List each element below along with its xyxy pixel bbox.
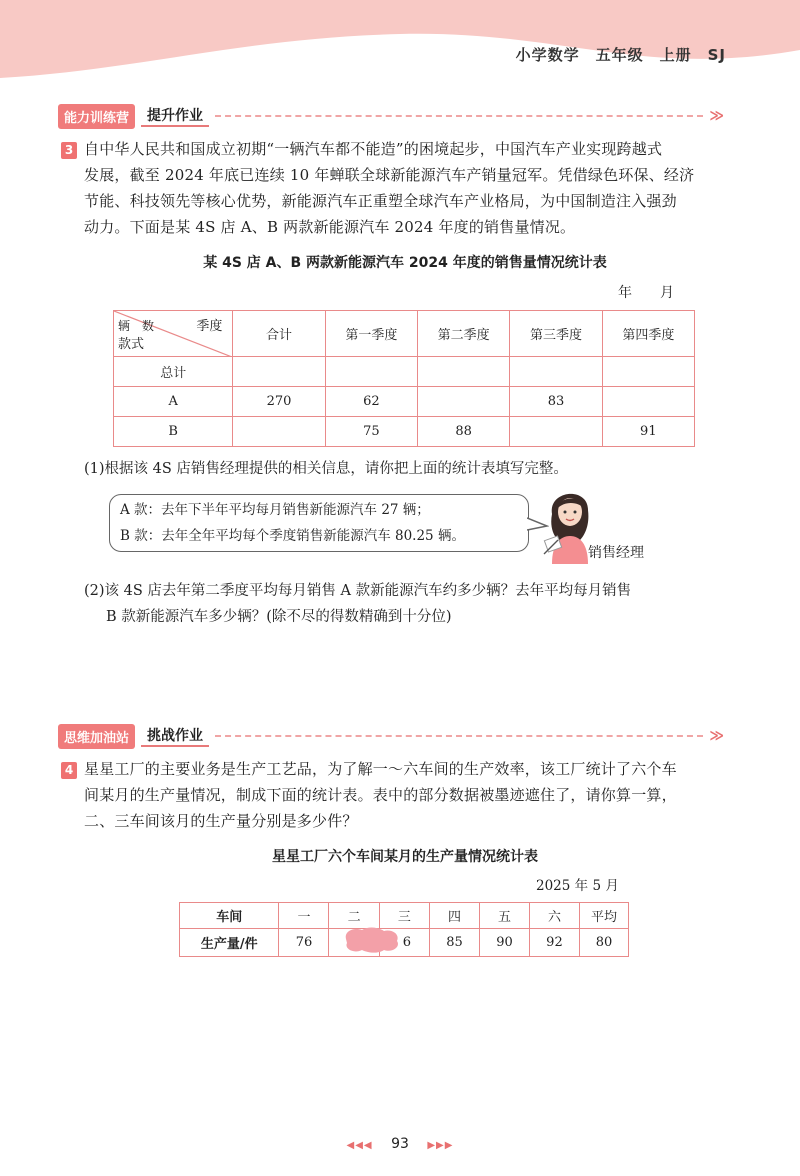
header-band [0, 0, 800, 80]
table-cell[interactable]: 270 [233, 387, 325, 417]
text-line: 间某月的生产量情况，制成下面的统计表。表中的部分数据被墨迹遮住了，请你算一算， [84, 786, 677, 804]
sub-question-2 [84, 578, 734, 630]
table-cell: 76 [279, 929, 329, 957]
double-chevron-icon: ≫ [709, 728, 724, 744]
corner-cell [114, 311, 233, 357]
table-cell[interactable] [418, 357, 510, 387]
row-label: A [114, 387, 233, 417]
text-line: 二、三车间该月的生产量分别是多少件？ [84, 812, 358, 830]
page-footer [0, 1136, 800, 1152]
corner-top-label: 季度 [196, 319, 223, 334]
sub-question-1: (1)根据该 4S 店销售经理提供的相关信息，请你把上面的统计表填写完整。 [84, 461, 568, 477]
table-cell[interactable] [602, 387, 694, 417]
table-cell[interactable]: 83 [510, 387, 602, 417]
text-line: 星星工厂的主要业务是生产工艺品，为了解一～六车间的生产效率，该工厂统计了六个车 [84, 760, 677, 778]
text-line: (2)该 4S 店去年第二季度平均每月销售 A 款新能源汽车约多少辆？去年平均每月销售 [84, 583, 632, 599]
table-title: 某 4S 店 A、B 两款新能源汽车 2024 年度的销售量情况统计表 [203, 255, 607, 271]
header-breadcrumb: 小学数学 五年级 上册 SJ [515, 46, 726, 64]
row-label: B [114, 417, 233, 447]
question-4-text [84, 756, 734, 834]
column-header: 四 [429, 903, 479, 929]
corner-bottom-label: 款式 [118, 337, 145, 352]
table-cell[interactable]: 75 [325, 417, 417, 447]
section-bar-thinking [58, 724, 724, 748]
table-row [114, 357, 695, 387]
question-number: 3 [61, 142, 77, 159]
table-row [180, 929, 629, 957]
table-cell[interactable]: 62 [325, 387, 417, 417]
column-header: 第二季度 [418, 311, 510, 357]
table-cell: 80 [579, 929, 628, 957]
section-tag: 思维加油站 [58, 724, 135, 749]
manager-label: 销售经理 [588, 545, 644, 561]
speech-bubble [109, 494, 529, 552]
question-3-text [84, 136, 734, 240]
date-label: 年 月 [618, 285, 674, 301]
table-cell: 90 [479, 929, 529, 957]
table-cell: 6 [379, 929, 429, 957]
table-cell[interactable] [233, 357, 325, 387]
date-label: 2025 年 5 月 [536, 878, 619, 894]
row-label: 车间 [180, 903, 279, 929]
column-header: 第一季度 [325, 311, 417, 357]
text-line: B 款新能源汽车多少辆？(除不尽的得数精确到十分位) [106, 609, 452, 625]
column-header: 六 [529, 903, 579, 929]
ink-blot [340, 925, 404, 955]
next-arrows-icon: ▶▶▶ [427, 1140, 454, 1151]
table-cell[interactable] [510, 357, 602, 387]
row-label: 生产量/件 [180, 929, 279, 957]
table-cell[interactable]: 91 [602, 417, 694, 447]
section-bar-ability [58, 104, 724, 128]
table-cell: 85 [429, 929, 479, 957]
text-line: 动力。下面是某 4S 店 A、B 两款新能源汽车 2024 年度的销售量情况。 [84, 218, 576, 236]
section-tag: 能力训练营 [58, 104, 135, 129]
table-cell[interactable] [602, 357, 694, 387]
table-title: 星星工厂六个车间某月的生产量情况统计表 [272, 849, 538, 865]
table-cell[interactable]: 88 [418, 417, 510, 447]
column-header: 平均 [579, 903, 628, 929]
table-row [114, 387, 695, 417]
column-header: 三 [379, 903, 429, 929]
column-header: 第三季度 [510, 311, 602, 357]
table-cell[interactable] [233, 417, 325, 447]
question-number: 4 [61, 762, 77, 779]
section-divider [215, 115, 703, 117]
table-row [114, 417, 695, 447]
text-line: 发展，截至 2024 年底已连续 10 年蝉联全球新能源汽车产销量冠军。凭借绿色环保、经济 [84, 166, 695, 184]
page-number: 93 [391, 1136, 409, 1152]
double-chevron-icon: ≫ [709, 108, 724, 124]
sales-table [113, 310, 695, 447]
column-header: 第四季度 [602, 311, 694, 357]
column-header: 合计 [233, 311, 325, 357]
table-cell: 92 [529, 929, 579, 957]
table-cell[interactable] [418, 387, 510, 417]
row-label: 总计 [114, 357, 233, 387]
prev-arrows-icon: ◀◀◀ [346, 1140, 373, 1151]
bubble-line: B 款：去年全年平均每个季度销售新能源汽车 80.25 辆。 [120, 528, 465, 544]
section-divider [215, 735, 703, 737]
bubble-line: A 款：去年下半年平均每月销售新能源汽车 27 辆； [120, 502, 430, 518]
column-header: 二 [329, 903, 379, 929]
table-cell[interactable] [510, 417, 602, 447]
column-header: 一 [279, 903, 329, 929]
table-cell[interactable] [325, 357, 417, 387]
corner-mid-label: 辆 数 [118, 319, 155, 333]
production-table [179, 902, 629, 957]
section-subtitle: 挑战作业 [141, 725, 209, 747]
column-header: 五 [479, 903, 529, 929]
text-line: 节能、科技领先等核心优势，新能源汽车正重塑全球汽车产业格局，为中国制造注入强劲 [84, 192, 677, 210]
section-subtitle: 提升作业 [141, 105, 209, 127]
table-row [180, 903, 629, 929]
text-line: 自中华人民共和国成立初期“一辆汽车都不能造”的困境起步，中国汽车产业实现跨越式 [84, 140, 663, 158]
